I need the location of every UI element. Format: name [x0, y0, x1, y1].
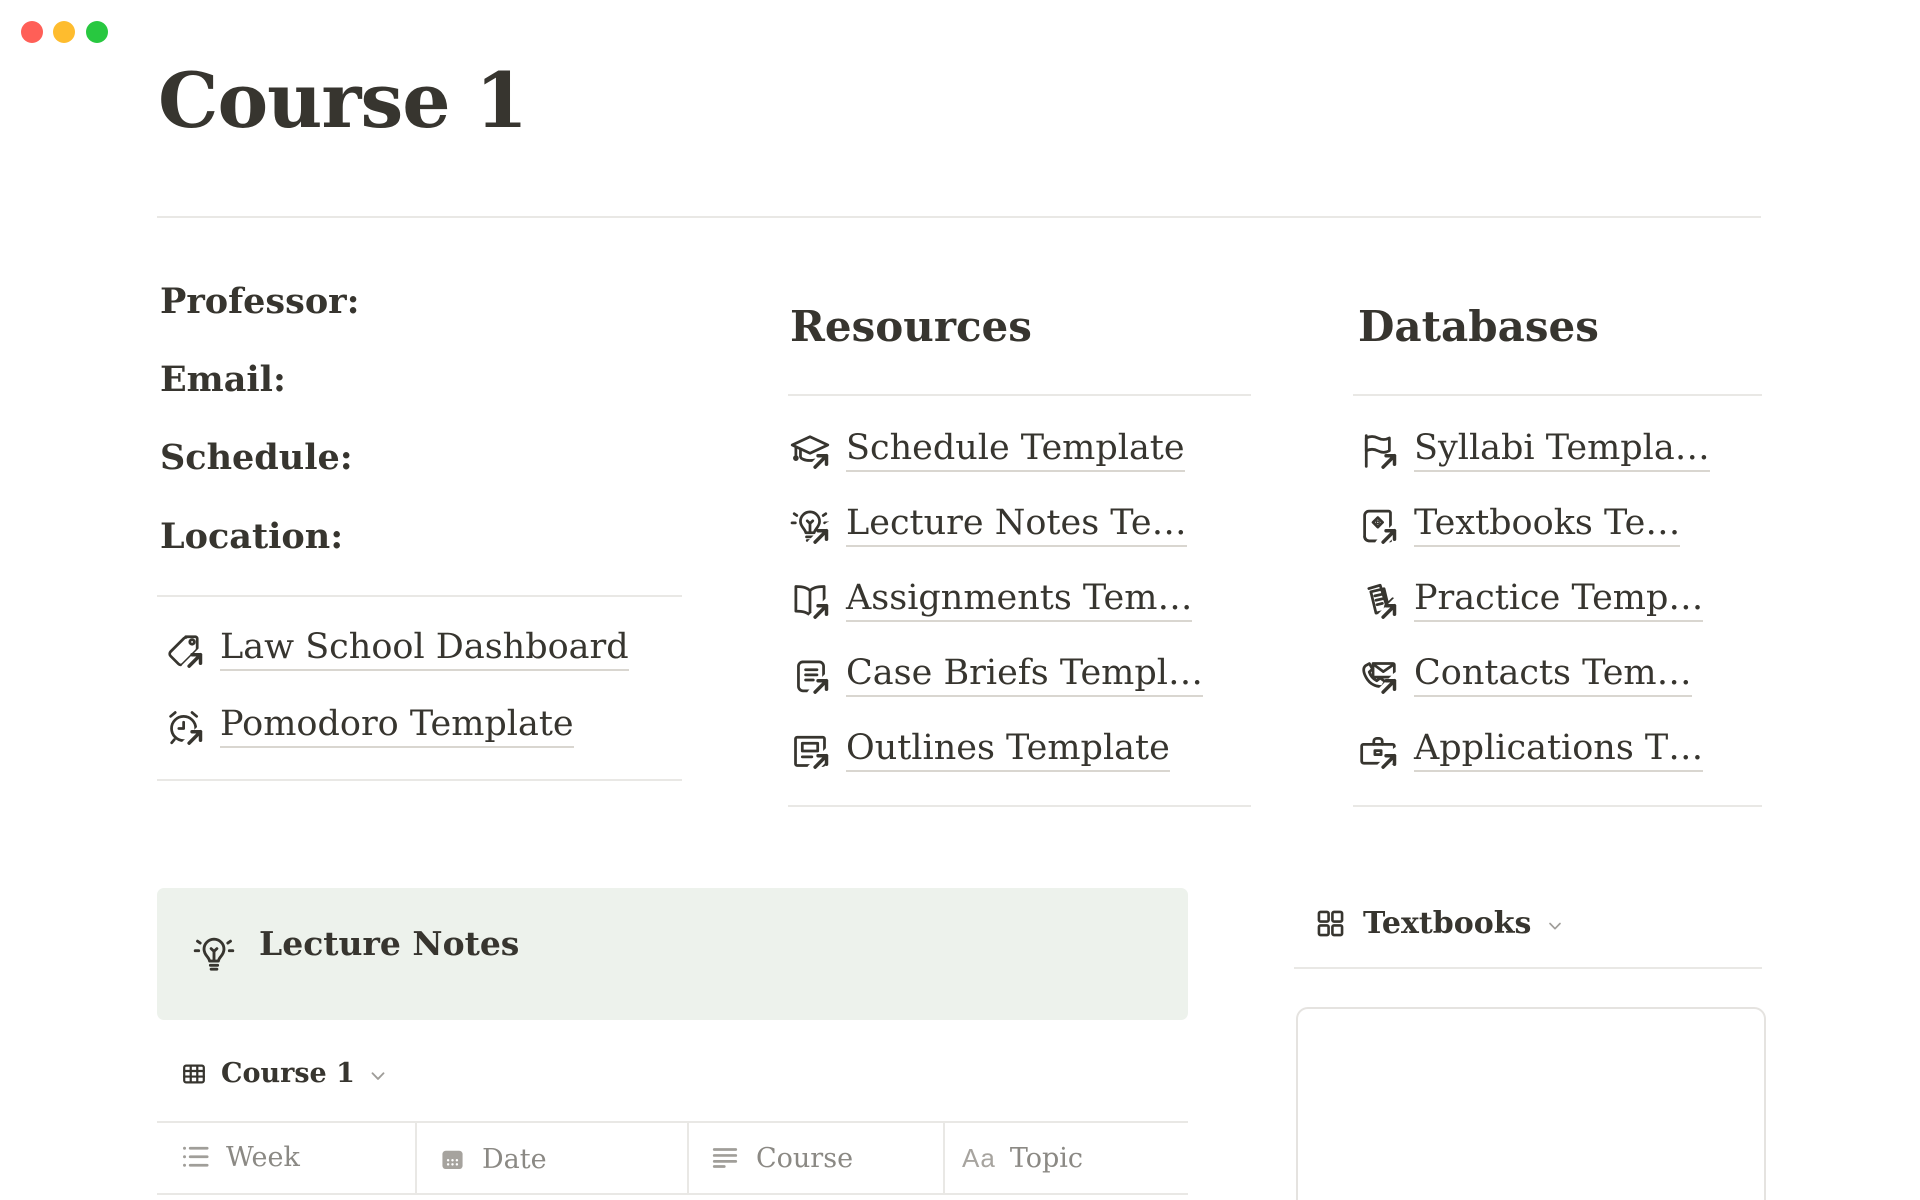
link-contacts-template[interactable]: [1356, 653, 1692, 699]
briefcase-icon: [1356, 729, 1400, 773]
resource-link-label[interactable]: Schedule Template: [846, 430, 1185, 472]
divider: [1353, 805, 1762, 807]
link-syllabi-template[interactable]: [1356, 428, 1710, 474]
contacts-icon: [1356, 654, 1400, 698]
database-link-label[interactable]: Textbooks Te…: [1414, 505, 1680, 547]
view-title[interactable]: Course 1: [221, 1058, 355, 1089]
callout-title: Lecture Notes: [259, 924, 520, 963]
open-book-icon: [788, 579, 832, 623]
scroll-icon: [788, 654, 832, 698]
link-outlines-template[interactable]: [788, 728, 1170, 774]
close-button[interactable]: [21, 21, 43, 43]
lightbulb-icon: [788, 504, 832, 548]
lecture-notes-callout: [157, 888, 1188, 1020]
schedule-label: Schedule:: [160, 437, 353, 478]
title-divider: [157, 216, 1761, 218]
location-label: Location:: [160, 516, 344, 557]
resource-link-label[interactable]: Assignments Tem…: [846, 580, 1192, 622]
alarm-clock-icon: [162, 705, 206, 749]
textbooks-header[interactable]: [1294, 906, 1565, 941]
book-icon: [1356, 504, 1400, 548]
link-schedule-template[interactable]: [788, 428, 1185, 474]
resource-link-label[interactable]: Lecture Notes Te…: [846, 505, 1187, 547]
divider: [1353, 394, 1762, 396]
link-applications-template[interactable]: [1356, 728, 1703, 774]
textbooks-card[interactable]: [1296, 1007, 1766, 1200]
column-header-label: Topic: [1009, 1142, 1084, 1174]
calendar-icon: [437, 1144, 468, 1175]
link-lecture-notes-template[interactable]: [788, 503, 1187, 549]
divider: [788, 394, 1251, 396]
bulleted-list-icon: [178, 1140, 212, 1174]
resource-link-label[interactable]: Case Briefs Templ…: [846, 655, 1203, 697]
divider: [1294, 967, 1762, 969]
minimize-button[interactable]: [53, 21, 75, 43]
page-title: Course 1: [158, 56, 527, 145]
professor-label: Professor:: [160, 281, 360, 322]
table-bottom-border: [157, 1193, 1188, 1195]
table-icon: [180, 1060, 208, 1088]
view-title-row[interactable]: [180, 1058, 389, 1089]
databases-heading: Databases: [1358, 302, 1599, 351]
link-law-school-dashboard[interactable]: [162, 627, 629, 673]
column-header-date[interactable]: [437, 1141, 547, 1177]
zoom-button[interactable]: [86, 21, 108, 43]
database-link-label[interactable]: Practice Temp…: [1414, 580, 1703, 622]
flag-icon: [1356, 429, 1400, 473]
table-top-border: [157, 1121, 1188, 1123]
link-textbooks-template[interactable]: [1356, 503, 1680, 549]
email-label: Email:: [160, 359, 286, 400]
lightbulb-icon: [191, 931, 237, 977]
database-link-label[interactable]: Syllabi Templa…: [1414, 430, 1710, 472]
link-assignments-template[interactable]: [788, 578, 1192, 624]
column-separator[interactable]: [415, 1121, 417, 1195]
link-case-briefs-template[interactable]: [788, 653, 1203, 699]
column-separator[interactable]: [687, 1121, 689, 1195]
divider: [788, 805, 1251, 807]
column-header-label: Week: [226, 1141, 300, 1173]
graduation-cap-icon: [788, 429, 832, 473]
practice-notes-icon: [1356, 579, 1400, 623]
column-header-week[interactable]: [178, 1139, 300, 1175]
column-header-label: Date: [482, 1143, 547, 1175]
resource-link-label[interactable]: Outlines Template: [846, 730, 1170, 772]
document-icon: [788, 729, 832, 773]
divider: [157, 779, 682, 781]
resources-heading: Resources: [790, 302, 1032, 351]
tag-icon: [162, 628, 206, 672]
link-practice-template[interactable]: [1356, 578, 1703, 624]
chevron-down-icon[interactable]: [367, 1065, 389, 1087]
column-header-course[interactable]: [708, 1140, 853, 1176]
link-pomodoro-template[interactable]: [162, 704, 574, 750]
database-link-label[interactable]: Contacts Tem…: [1414, 655, 1692, 697]
grid-icon: [1314, 907, 1347, 940]
chevron-down-icon[interactable]: [1545, 916, 1565, 936]
textbooks-heading[interactable]: Textbooks: [1363, 906, 1532, 941]
column-header-topic[interactable]: [962, 1140, 1083, 1176]
column-header-label: Course: [756, 1142, 854, 1174]
title-icon: Aa: [962, 1142, 996, 1173]
quick-link-label[interactable]: Pomodoro Template: [220, 706, 574, 748]
divider: [157, 595, 682, 597]
column-separator[interactable]: [943, 1121, 945, 1195]
text-lines-icon: [708, 1141, 742, 1175]
database-link-label[interactable]: Applications T…: [1414, 730, 1703, 772]
quick-link-label[interactable]: Law School Dashboard: [220, 629, 629, 671]
